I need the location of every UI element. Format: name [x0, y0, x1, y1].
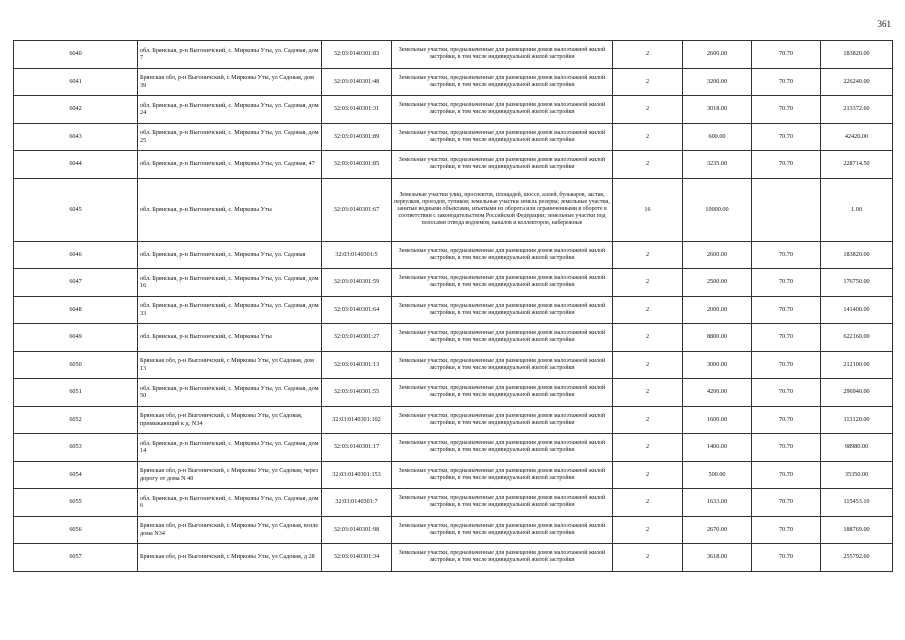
row-number-cell: 6056: [14, 516, 138, 544]
cadastral-value-cell: 226240.00: [821, 68, 893, 96]
row-number-cell: 6049: [14, 324, 138, 352]
cadastral-number-cell: 32:03:0140301:67: [322, 178, 392, 241]
land-use-cell: Земельные участки, предназначенные для размещения домов малоэтажной жилой застройки, в том числе индивидуальной жилой застройки: [392, 379, 613, 407]
cadastral-number-cell: 32:03:0140301:17: [322, 434, 392, 462]
area-cell: 3200.00: [683, 68, 752, 96]
cadastral-value-cell: 213372.60: [821, 96, 893, 124]
cadastral-value-cell: 183820.00: [821, 241, 893, 269]
row-number-cell: 6042: [14, 96, 138, 124]
category-code-cell: 2: [613, 324, 683, 352]
specific-value-cell: 70.70: [752, 68, 821, 96]
area-cell: 500.00: [683, 461, 752, 489]
address-cell: обл. Брянская, р-н Выгоничский, с. Мирковы Уты, ул. Садовая, дом 25: [138, 123, 322, 151]
page-number: 361: [877, 19, 891, 29]
specific-value-cell: 70.70: [752, 351, 821, 379]
address-cell: обл. Брянская, р-н Выгоничский, с. Мирковы Уты: [138, 324, 322, 352]
address-cell: обл. Брянская, р-н Выгоничский, с. Мирковы Уты, ул. Садовая, дом 16: [138, 269, 322, 297]
table-row: [14, 461, 893, 489]
row-number-cell: 6045: [14, 178, 138, 241]
land-use-cell: Земельные участки, предназначенные для размещения домов малоэтажной жилой застройки, в том числе индивидуальной жилой застройки: [392, 96, 613, 124]
cadastral-number-cell: 32:03:0140301:7: [322, 489, 392, 517]
area-cell: 4200.00: [683, 379, 752, 407]
land-use-cell: Земельные участки, предназначенные для размещения домов малоэтажной жилой застройки, в том числе индивидуальной жилой застройки: [392, 68, 613, 96]
cadastral-value-cell: 176750.00: [821, 269, 893, 297]
cadastral-value-cell: 622160.00: [821, 324, 893, 352]
table-row: [14, 151, 893, 179]
row-number-cell: 6048: [14, 296, 138, 324]
cadastral-number-cell: 32:03:0140301:83: [322, 41, 392, 69]
cadastral-number-cell: 32:03:0140301:48: [322, 68, 392, 96]
specific-value-cell: 70.70: [752, 41, 821, 69]
specific-value-cell: 70.70: [752, 406, 821, 434]
cadastral-number-cell: 32:03:0140301:64: [322, 296, 392, 324]
address-cell: Брянская обл, р-н Выгоничский, с Мирковы Уты, ул Садовая, дом 13: [138, 351, 322, 379]
table-row: [14, 434, 893, 462]
cadastral-value-cell: 183820.00: [821, 41, 893, 69]
address-cell: обл. Брянская, р-н Выгоничский, с. Мирковы Уты: [138, 178, 322, 241]
cadastral-number-cell: 32:03:0140301:153: [322, 461, 392, 489]
cadastral-value-cell: 296940.00: [821, 379, 893, 407]
land-use-cell: Земельные участки, предназначенные для размещения домов малоэтажной жилой застройки, в том числе индивидуальной жилой застройки: [392, 434, 613, 462]
cadastral-number-cell: 32:03:0140301:85: [322, 151, 392, 179]
area-cell: 1600.00: [683, 406, 752, 434]
row-number-cell: 6051: [14, 379, 138, 407]
specific-value-cell: 70.70: [752, 461, 821, 489]
specific-value-cell: 70.70: [752, 296, 821, 324]
category-code-cell: 2: [613, 434, 683, 462]
address-cell: Брянская обл, р-н Выгоничский, с Мирковы Уты, ул Садовая, возле дома N34: [138, 516, 322, 544]
address-cell: обл. Брянская, р-н Выгоничский, с. Мирковы Уты, ул. Садовая: [138, 241, 322, 269]
category-code-cell: 2: [613, 379, 683, 407]
address-cell: обл. Брянская, р-н Выгоничский, с. Мирковы Уты, ул. Садовая, дом 24: [138, 96, 322, 124]
cadastral-value-cell: 212100.00: [821, 351, 893, 379]
address-cell: обл. Брянская, р-н Выгоничский, с. Мирковы Уты, ул. Садовая, дом 6: [138, 489, 322, 517]
cadastral-number-cell: 32:03:0140301:34: [322, 544, 392, 572]
area-cell: 3235.00: [683, 151, 752, 179]
cadastral-value-cell: 113120.00: [821, 406, 893, 434]
row-number-cell: 6040: [14, 41, 138, 69]
row-number-cell: 6044: [14, 151, 138, 179]
address-cell: обл. Брянская, р-н Выгоничский, с. Мирковы Уты, ул. Садовая, дом 50: [138, 379, 322, 407]
table-row: [14, 544, 893, 572]
area-cell: 3618.00: [683, 544, 752, 572]
category-code-cell: 2: [613, 516, 683, 544]
address-cell: Брянская обл, р-н Выгоничский, с Мирковы Уты, ул Садовая, д 28: [138, 544, 322, 572]
cadastral-number-cell: 32:03:0140301:13: [322, 351, 392, 379]
land-use-cell: Земельные участки, предназначенные для размещения домов малоэтажной жилой застройки, в том числе индивидуальной жилой застройки: [392, 461, 613, 489]
cadastral-value-cell: 188769.00: [821, 516, 893, 544]
area-cell: 2600.00: [683, 41, 752, 69]
land-use-cell: Земельные участки улиц, проспектов, площадей, шоссе, аллей, бульваров, застав, переулков, проездов, тупиков; земельные участки земель резерва; земельные участки, занятые водными объектами, изъятыми из оборота или ограниченными в обороте в соответствии с законодательством Российской Федерации; земельные участки под полосами отвода водоемов, каналов и коллекторов, набережные: [392, 178, 613, 241]
land-use-cell: Земельные участки, предназначенные для размещения домов малоэтажной жилой застройки, в том числе индивидуальной жилой застройки: [392, 41, 613, 69]
area-cell: 3000.00: [683, 351, 752, 379]
specific-value-cell: 70.70: [752, 96, 821, 124]
category-code-cell: 16: [613, 178, 683, 241]
category-code-cell: 2: [613, 461, 683, 489]
land-use-cell: Земельные участки, предназначенные для размещения домов малоэтажной жилой застройки, в том числе индивидуальной жилой застройки: [392, 324, 613, 352]
land-use-cell: Земельные участки, предназначенные для размещения домов малоэтажной жилой застройки, в том числе индивидуальной жилой застройки: [392, 351, 613, 379]
cadastral-value-cell: 42420.00: [821, 123, 893, 151]
cadastral-value-cell: 35350.00: [821, 461, 893, 489]
cadastral-value-cell: 141400.00: [821, 296, 893, 324]
specific-value-cell: 70.70: [752, 324, 821, 352]
row-number-cell: 6052: [14, 406, 138, 434]
area-cell: 2000.00: [683, 296, 752, 324]
table-row: [14, 379, 893, 407]
address-cell: Брянская обл, р-н Выгоничский, с Мирковы Уты, ул Садовая, примыкающий к д. N34: [138, 406, 322, 434]
table-row: [14, 41, 893, 69]
table-row: [14, 123, 893, 151]
table-row: [14, 241, 893, 269]
cadastral-value-cell: 228714.50: [821, 151, 893, 179]
row-number-cell: 6054: [14, 461, 138, 489]
cadastral-number-cell: 32:03:0140301:89: [322, 123, 392, 151]
category-code-cell: 2: [613, 296, 683, 324]
cadastral-number-cell: 32:03:0140301:102: [322, 406, 392, 434]
address-cell: обл. Брянская, р-н Выгоничский, с. Мирковы Уты, ул. Садовая, 47: [138, 151, 322, 179]
area-cell: 1633.00: [683, 489, 752, 517]
row-number-cell: 6046: [14, 241, 138, 269]
table-row: [14, 489, 893, 517]
specific-value-cell: 70.70: [752, 434, 821, 462]
land-use-cell: Земельные участки, предназначенные для размещения домов малоэтажной жилой застройки, в том числе индивидуальной жилой застройки: [392, 489, 613, 517]
specific-value-cell: 70.70: [752, 151, 821, 179]
table-row: [14, 96, 893, 124]
cadastral-number-cell: 32:03:0140301:98: [322, 516, 392, 544]
cadastral-number-cell: 32:03:0140301:59: [322, 269, 392, 297]
cadastral-number-cell: 32:03:0140301:27: [322, 324, 392, 352]
table-row: [14, 68, 893, 96]
land-use-cell: Земельные участки, предназначенные для размещения домов малоэтажной жилой застройки, в том числе индивидуальной жилой застройки: [392, 151, 613, 179]
land-use-cell: Земельные участки, предназначенные для размещения домов малоэтажной жилой застройки, в том числе индивидуальной жилой застройки: [392, 241, 613, 269]
cadastral-value-cell: 1.00: [821, 178, 893, 241]
category-code-cell: 2: [613, 68, 683, 96]
land-use-cell: Земельные участки, предназначенные для размещения домов малоэтажной жилой застройки, в том числе индивидуальной жилой застройки: [392, 123, 613, 151]
cadastral-number-cell: 32:03:0140301:55: [322, 379, 392, 407]
table-row: [14, 324, 893, 352]
cadastral-value-cell: 115453.10: [821, 489, 893, 517]
table-row: [14, 406, 893, 434]
area-cell: 3018.00: [683, 96, 752, 124]
row-number-cell: 6053: [14, 434, 138, 462]
table-row: [14, 516, 893, 544]
category-code-cell: 2: [613, 489, 683, 517]
land-plots-table: [13, 40, 893, 572]
land-use-cell: Земельные участки, предназначенные для размещения домов малоэтажной жилой застройки, в том числе индивидуальной жилой застройки: [392, 296, 613, 324]
table-body: [14, 41, 893, 572]
specific-value-cell: 70.70: [752, 489, 821, 517]
specific-value-cell: [752, 178, 821, 241]
specific-value-cell: 70.70: [752, 123, 821, 151]
cadastral-number-cell: 32:03:0140301:5: [322, 241, 392, 269]
specific-value-cell: 70.70: [752, 544, 821, 572]
address-cell: обл. Брянская, р-н Выгоничский, с. Мирковы Уты, ул. Садовая, дом 7: [138, 41, 322, 69]
row-number-cell: 6047: [14, 269, 138, 297]
area-cell: 2670.00: [683, 516, 752, 544]
category-code-cell: 2: [613, 41, 683, 69]
category-code-cell: 2: [613, 151, 683, 179]
specific-value-cell: 70.70: [752, 516, 821, 544]
cadastral-value-cell: 98980.00: [821, 434, 893, 462]
table-row: [14, 178, 893, 241]
table-row: [14, 269, 893, 297]
address-cell: Брянская обл, р-н Выгоничский, с Мирковы Уты, ул Садовая, дом 39: [138, 68, 322, 96]
row-number-cell: 6050: [14, 351, 138, 379]
address-cell: обл. Брянская, р-н Выгоничский, с. Мирковы Уты, ул. Садовая, дом 33: [138, 296, 322, 324]
row-number-cell: 6055: [14, 489, 138, 517]
land-use-cell: Земельные участки, предназначенные для размещения домов малоэтажной жилой застройки, в том числе индивидуальной жилой застройки: [392, 544, 613, 572]
cadastral-value-cell: 255792.60: [821, 544, 893, 572]
category-code-cell: 2: [613, 406, 683, 434]
area-cell: 8800.00: [683, 324, 752, 352]
specific-value-cell: 70.70: [752, 379, 821, 407]
area-cell: 2600.00: [683, 241, 752, 269]
specific-value-cell: 70.70: [752, 269, 821, 297]
land-use-cell: Земельные участки, предназначенные для размещения домов малоэтажной жилой застройки, в том числе индивидуальной жилой застройки: [392, 516, 613, 544]
land-use-cell: Земельные участки, предназначенные для размещения домов малоэтажной жилой застройки, в том числе индивидуальной жилой застройки: [392, 406, 613, 434]
category-code-cell: 2: [613, 269, 683, 297]
category-code-cell: 2: [613, 544, 683, 572]
land-use-cell: Земельные участки, предназначенные для размещения домов малоэтажной жилой застройки, в том числе индивидуальной жилой застройки: [392, 269, 613, 297]
area-cell: 1400.00: [683, 434, 752, 462]
category-code-cell: 2: [613, 241, 683, 269]
category-code-cell: 2: [613, 96, 683, 124]
specific-value-cell: 70.70: [752, 241, 821, 269]
row-number-cell: 6041: [14, 68, 138, 96]
address-cell: Брянская обл, р-н Выгоничский, с Мирковы Уты, ул Садовая, через дорогу от дома N 40: [138, 461, 322, 489]
row-number-cell: 6057: [14, 544, 138, 572]
address-cell: обл. Брянская, р-н Выгоничский, с. Мирковы Уты, ул. Садовая, дом 14: [138, 434, 322, 462]
cadastral-number-cell: 32:03:0140301:31: [322, 96, 392, 124]
category-code-cell: 2: [613, 123, 683, 151]
area-cell: 2500.00: [683, 269, 752, 297]
table-row: [14, 351, 893, 379]
category-code-cell: 2: [613, 351, 683, 379]
row-number-cell: 6043: [14, 123, 138, 151]
area-cell: 10000.00: [683, 178, 752, 241]
area-cell: 600.00: [683, 123, 752, 151]
table-row: [14, 296, 893, 324]
